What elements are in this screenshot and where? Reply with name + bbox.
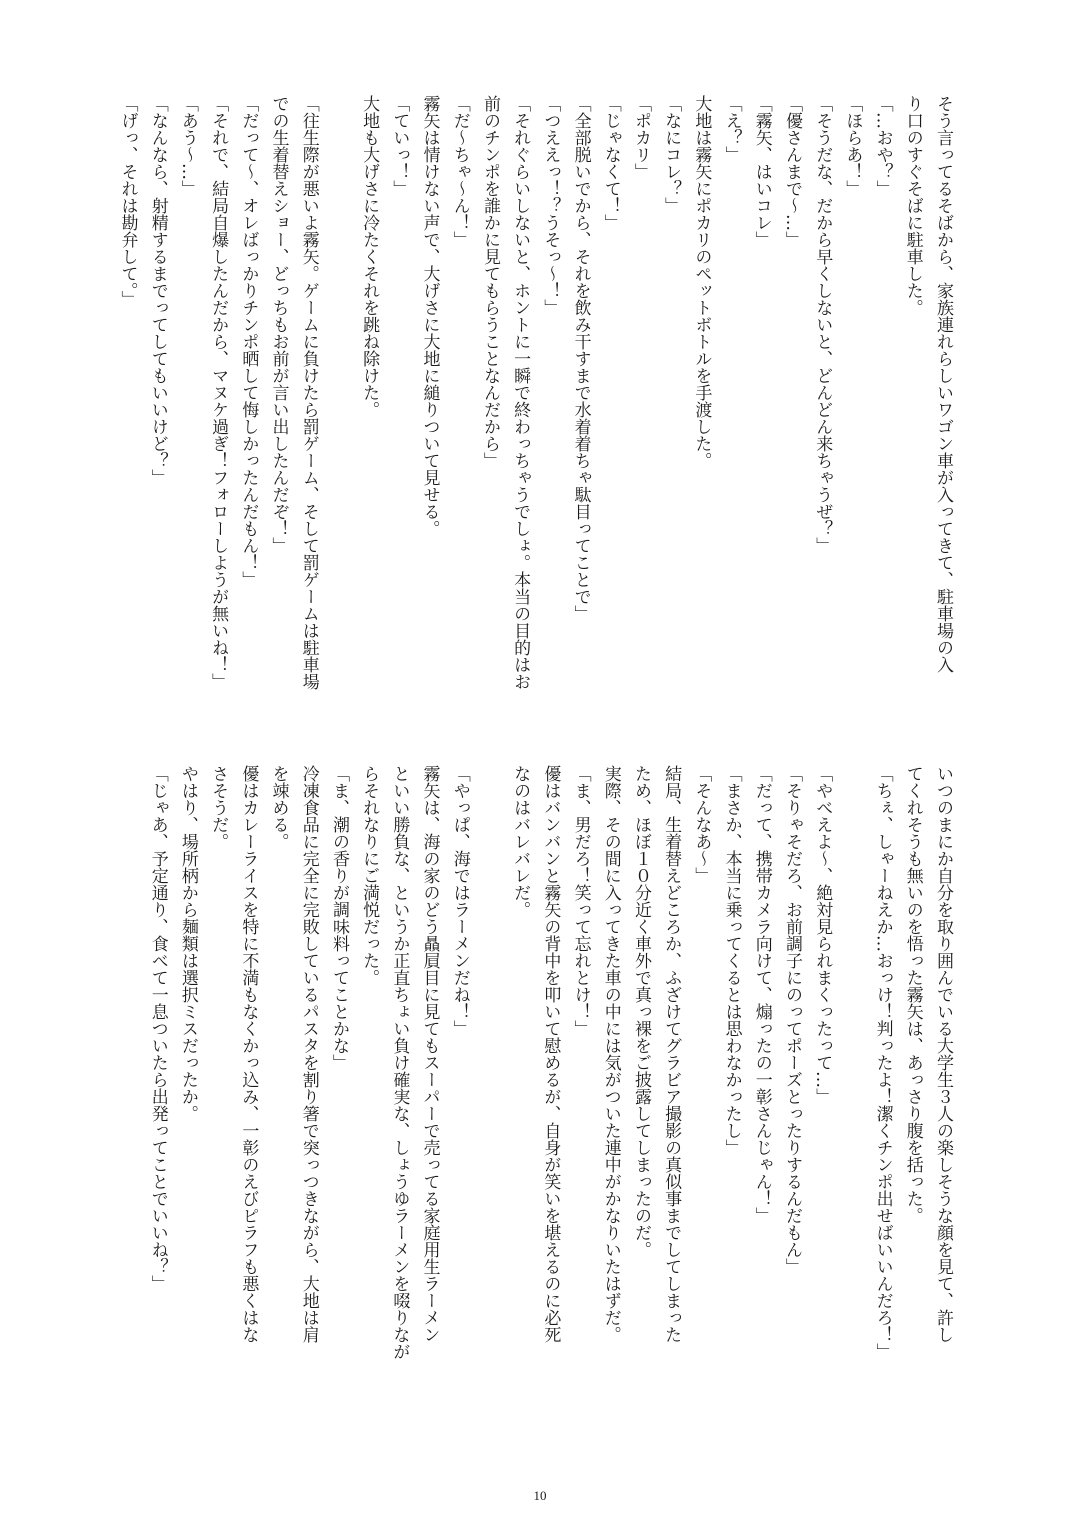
text-line: 「だ〜ちゃ〜ん！」 <box>449 95 470 248</box>
text-line: 「…おや？」 <box>872 95 893 197</box>
text-block-top <box>112 95 958 715</box>
text-line: 「じゃなくて！」 <box>600 95 621 231</box>
text-line: り口のすぐそばに駐車した。 <box>902 95 923 316</box>
text-line: ため、ほぼ１０分近く車外で真っ裸をご披露してしまったのだ。 <box>630 765 651 1258</box>
text-line: 「え？」 <box>721 95 742 163</box>
text-line: 「まさか、本当に乗ってくるとは思わなかったし」 <box>721 765 742 1156</box>
text-line: 「じゃあ、予定通り、食べて一息ついたら出発ってことでいいね？」 <box>147 765 168 1292</box>
text-line: そう言ってるそばから、家族連れらしいワゴン車が入ってきて、駐車場の入 <box>933 95 953 673</box>
text-line: 「ほらあ！」 <box>842 95 863 197</box>
text-line: 大地も大げさに冷たくそれを跳ね除けた。 <box>359 95 380 418</box>
text-line: 結局、生着替えどころか、ふざけてグラビア撮影の真似事までしてしまった <box>661 765 682 1343</box>
page-number: 10 <box>533 1488 547 1503</box>
text-line: 「やっぱ、海ではラーメンだね！」 <box>449 765 470 1037</box>
text-line: 「ま、潮の香りが調味料ってことかな」 <box>328 765 349 1071</box>
text-line: 「げっ、それは勘弁して。」 <box>117 95 138 308</box>
text-line <box>324 95 354 715</box>
text-line: 「そりゃそだろ、お前調子にのってポーズとったりするんだもん」 <box>781 765 802 1275</box>
text-line: 霧矢は、海の家のどう贔屓目に見てもスーパーで売ってる家庭用生ラーメン <box>419 765 440 1343</box>
text-line: 「全部脱いでから、それを飲み干すまで水着着ちゃ駄目ってことで」 <box>570 95 591 622</box>
text-line <box>475 765 505 1385</box>
text-line: いつのまにか自分を取り囲んでいる大学生３人の楽しそうな顔を見て、許し <box>933 765 953 1343</box>
text-line: 「ま、男だろ！笑って忘れとけ！」 <box>570 765 591 1037</box>
text-line: 「ていっ！」 <box>389 95 410 197</box>
text-line: 「そんなあ〜」 <box>691 765 712 884</box>
text-line: 霧矢は情けない声で、大げさに大地に縋りついて見せる。 <box>419 95 440 537</box>
text-line: 実際、その間に入ってきた車の中には気がついた連中がかなりいたはずだ。 <box>600 765 621 1343</box>
text-line: 「やべえよ〜、絶対見られまくったって…」 <box>812 765 833 1105</box>
text-line: なのはバレバレだ。 <box>510 765 531 918</box>
text-line: 前のチンポを誰かに見てもらうことなんだから」 <box>479 95 500 469</box>
text-line: といい勝負な、というか正直ちょい負け確実な、しょうゆラーメンを啜りなが <box>389 765 410 1360</box>
text-line: らそれなりにご満悦だった。 <box>359 765 380 986</box>
text-line: 「霧矢、はいコレ」 <box>751 95 772 248</box>
text-line: を竦める。 <box>268 765 289 850</box>
text-line: 「ポカリ」 <box>630 95 651 180</box>
text-line: 「ちぇ、しゃーねえか…おっけ！判ったよ！潔くチンポ出せばいいんだろ！」 <box>872 765 893 1360</box>
text-line: 「そうだな、だから早くしないと、どんどん来ちゃうぜ？」 <box>812 95 833 554</box>
text-line: 優はカレーライスを特に不満もなくかっ込み、一彰のえびピラフも悪くはな <box>238 765 259 1343</box>
text-line: てくれそうも無いのを悟った霧矢は、あっさり腹を括った。 <box>902 765 923 1224</box>
text-line: 「それで、結局自爆したんだから、マヌケ過ぎ！フォローしようが無いね！」 <box>208 95 229 690</box>
text-line: 「優さんまで〜…」 <box>781 95 802 248</box>
text-line: 優はバンバンと霧矢の背中を叩いて慰めるが、自身が笑いを堪えるのに必死 <box>540 765 561 1343</box>
text-line: 「だって〜、オレばっかりチンポ晒して悔しかったんだもん！」 <box>238 95 259 588</box>
text-line: 「つええっ！？うそっ〜！」 <box>540 95 561 316</box>
text-line: 冷凍食品に完全に完敗しているパスタを割り箸で突っつきながら、大地は肩 <box>298 765 319 1343</box>
text-line: 「あう〜…」 <box>177 95 198 197</box>
text-line: 「なんなら、射精するまでってしてもいいけど？」 <box>147 95 168 486</box>
text-line: 「だって、携帯カメラ向けて、煽ったの一彰さんじゃん！」 <box>751 765 772 1224</box>
text-line: 「なにコレ？」 <box>661 95 682 214</box>
text-line <box>837 765 867 1385</box>
text-line: 「往生際が悪いよ霧矢。ゲームに負けたら罰ゲーム、そして罰ゲームは駐車場 <box>298 95 319 690</box>
text-line: 「それぐらいしないと、ホントに一瞬で終わっちゃうでしょ。本当の目的はお <box>510 95 531 690</box>
text-line: 大地は霧矢にポカリのペットボトルを手渡した。 <box>691 95 712 469</box>
text-line: やはり、場所柄から麺類は選択ミスだったか。 <box>177 765 198 1122</box>
text-line: での生着替えショー、どっちもお前が言い出したんだぞ！」 <box>268 95 289 554</box>
text-line: さそうだ。 <box>208 765 229 850</box>
text-block-bottom <box>143 765 958 1385</box>
